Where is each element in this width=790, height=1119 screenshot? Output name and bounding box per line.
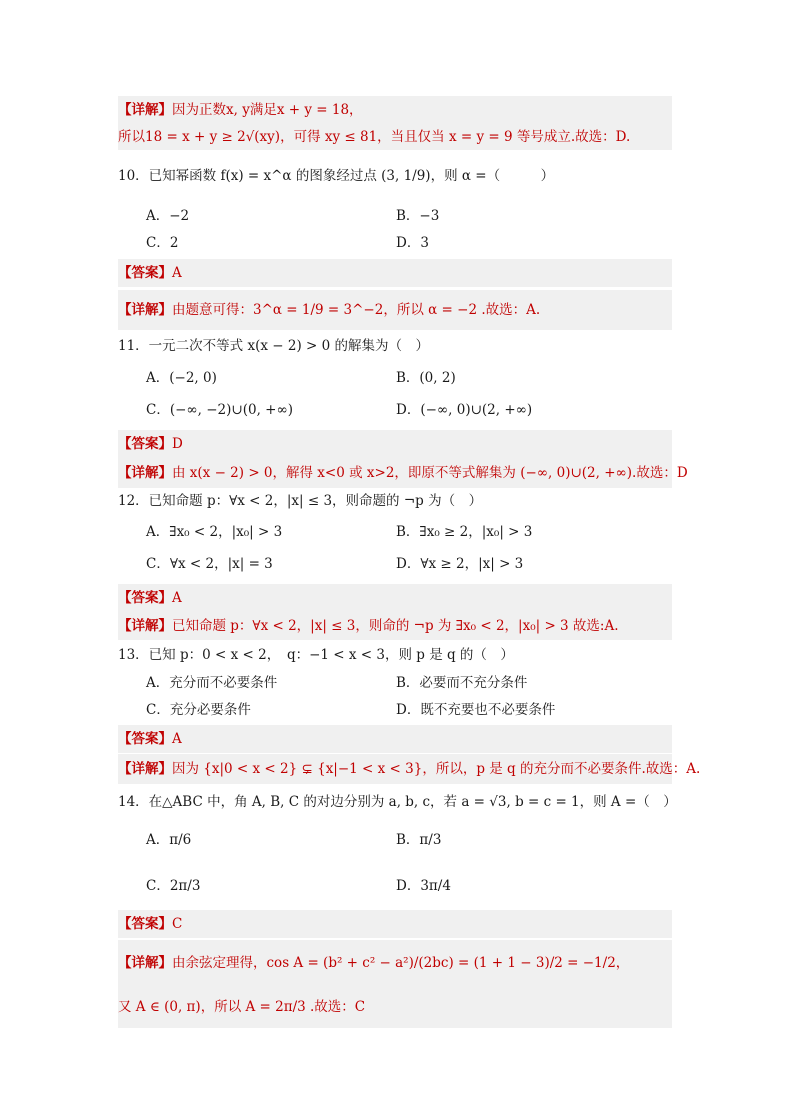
answer-band	[118, 430, 672, 458]
detail-tag: 【详解】	[118, 302, 172, 318]
answer-tag: 【答案】	[118, 265, 172, 281]
detail-band	[118, 458, 688, 488]
answer-text: C	[172, 916, 183, 932]
detail-band	[118, 940, 672, 986]
answer-text: D	[172, 436, 183, 452]
detail-band	[118, 612, 672, 640]
option-b: B．(0, 2)	[396, 370, 456, 386]
option-b: B．−3	[396, 208, 440, 224]
answer-tag: 【答案】	[118, 916, 172, 932]
answer-text: A	[172, 731, 182, 747]
option-c: C．2π/3	[146, 878, 201, 894]
option-a: A．∃x₀ < 2，|x₀| > 3	[146, 524, 283, 540]
option-a: A．π/6	[146, 832, 192, 848]
option-c: C．∀x < 2，|x| = 3	[146, 556, 273, 572]
option-b: B．∃x₀ ≥ 2，|x₀| > 3	[396, 524, 533, 540]
detail-text: 所以18 = x + y ≥ 2√(xy)，可得 xy ≤ 81，当且仅当 x = y = 9 等号成立.故选：D.	[118, 129, 631, 145]
option-d: D．3	[396, 235, 429, 251]
detail-band	[118, 986, 672, 1028]
detail-tag: 【详解】	[118, 102, 172, 118]
option-a: A．−2	[146, 208, 190, 224]
option-c: C．(−∞, −2)∪(0, +∞)	[146, 402, 293, 418]
answer-band	[118, 584, 672, 612]
option-b: B．必要而不充分条件	[396, 675, 528, 691]
option-b: B．π/3	[396, 832, 442, 848]
answer-tag: 【答案】	[118, 731, 172, 747]
question-13: 13．已知 p：0 < x < 2， q：−1 < x < 3，则 p 是 q 的（ ）	[118, 647, 514, 663]
option-d: D．3π/4	[396, 878, 451, 894]
answer-band	[118, 910, 672, 938]
question-14: 14．在△ABC 中，角 A, B, C 的对边分别为 a, b, c，若 a = √3, b = c = 1，则 A =（ ）	[118, 794, 677, 810]
answer-tag: 【答案】	[118, 590, 172, 606]
answer-band	[118, 725, 672, 753]
detail-band	[118, 96, 672, 124]
detail-text: 又 A ∈ (0, π)，所以 A = 2π/3 .故选：C	[118, 999, 366, 1015]
option-d: D．∀x ≥ 2，|x| > 3	[396, 556, 524, 572]
option-a: A．(−2, 0)	[146, 370, 217, 386]
question-11: 11．一元二次不等式 x(x − 2) > 0 的解集为（ ）	[118, 338, 429, 354]
detail-band	[118, 124, 672, 150]
detail-tag: 【详解】	[118, 465, 172, 481]
answer-text: A	[172, 590, 182, 606]
detail-text: 由题意可得：3^α = 1/9 = 3^−2，所以 α = −2 .故选：A.	[172, 302, 541, 318]
option-d: D．(−∞, 0)∪(2, +∞)	[396, 402, 533, 418]
question-12: 12．已知命题 p：∀x < 2，|x| ≤ 3，则命题的 ¬p 为（ ）	[118, 493, 483, 509]
detail-tag: 【详解】	[118, 618, 172, 634]
question-10: 10．已知幂函数 f(x) = x^α 的图象经过点 (3, 1/9)，则 α =（ ）	[118, 168, 555, 184]
detail-band	[118, 754, 701, 784]
option-c: C．充分必要条件	[146, 702, 251, 718]
detail-text: 已知命题 p：∀x < 2，|x| ≤ 3，则命的 ¬p 为 ∃x₀ < 2，|x₀| > 3 故选:A.	[172, 618, 619, 634]
detail-text: 因为正数x, y满足x + y = 18，	[172, 102, 363, 118]
detail-text: 由 x(x − 2) > 0，解得 x<0 或 x>2，即原不等式解集为 (−∞, 0)∪(2, +∞).故选：D	[172, 465, 688, 481]
answer-tag: 【答案】	[118, 436, 172, 452]
detail-tag: 【详解】	[118, 761, 172, 777]
answer-text: A	[172, 265, 182, 281]
detail-band	[118, 290, 672, 330]
answer-band	[118, 259, 672, 287]
option-d: D．既不充要也不必要条件	[396, 702, 556, 718]
option-a: A．充分而不必要条件	[146, 675, 278, 691]
option-c: C．2	[146, 235, 179, 251]
detail-text: 由余弦定理得，cos A = (b² + c² − a²)/(2bc) = (1 + 1 − 3)/2 = −1/2，	[172, 955, 630, 971]
detail-text: 因为 {x|0 < x < 2} ⊊ {x|−1 < x < 3}，所以，p 是 q 的充分而不必要条件.故选：A.	[172, 761, 701, 777]
detail-tag: 【详解】	[118, 955, 172, 971]
